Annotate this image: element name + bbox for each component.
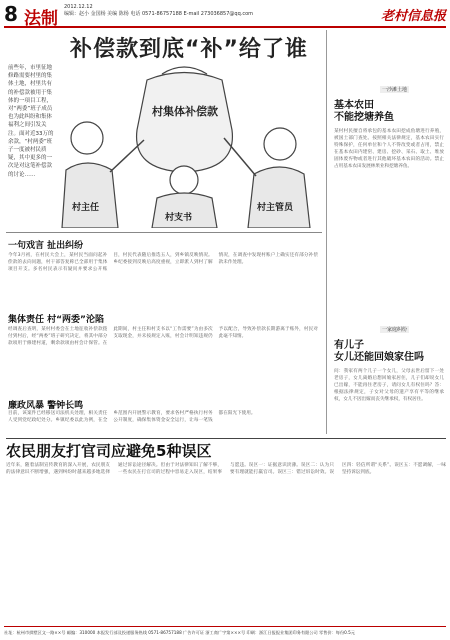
page-number: 8: [4, 2, 18, 26]
left-figure-head: [71, 122, 103, 154]
section-name: 法制: [24, 9, 58, 29]
sidebar-title-1: 基本农田 不能挖塘养鱼: [334, 100, 394, 123]
story1-text: 今年3月初，在村民大会上，某村民当面问起补偿款的去向问题，村干部答复称已全部用于集体项目开支。多名村民表示有疑问并要求公开账目，村民代表随后推选五人，到乡镇反映情况。乡纪委接到反映后高度重视，立即派人到村了解情况，在调查中发现村账户上确实还有部分补偿款未作处理。: [8, 253, 318, 272]
right-figure-head: [264, 128, 296, 160]
headline: 补偿款到底“补”给了谁: [70, 37, 308, 62]
story2-title: 集体责任 村“两委”沦陷: [8, 315, 104, 325]
sidebar-text-2: 问：我家有两个儿子一个女儿，父母去世后留下一处老房子，女儿离婚后想回娘家居住，儿子们却说女儿已出嫁，不能再住老房子，请问女儿有权住吗？答：根据法律规定，子女对父母的遗产享有平等的继承权，女儿不因出嫁而丧失继承权，有权居住。: [334, 369, 444, 402]
money-bag-icon: [137, 73, 233, 173]
right-figure-label: 村主管员: [257, 203, 294, 213]
section-divider: [6, 232, 322, 233]
main-story-divider: [6, 438, 446, 439]
newspaper-name: 老村信息报: [380, 9, 446, 24]
sidebar-tag-1: 一沙滩土地: [382, 87, 408, 93]
right-figure-arm: [224, 138, 256, 176]
editor-info: 编辑：赵小 金国杨 美编 陈杨 电话 0571-86757188 E-mail 273036857@qq.com: [64, 11, 254, 17]
main-story-title: 农民朋友打官司应避免5种误区: [6, 442, 212, 460]
left-figure-arm: [110, 140, 144, 172]
left-figure-label: 村主任: [72, 203, 100, 213]
issue-info: [64, 4, 253, 18]
lead-paragraph: 前些年，市里征地修路需要村里的集体土地，村里共有的补偿款被用于集体的一项目工程，对“两委”班子成员也为此纠纷和集体福利之间引发关注。面对近33万的余款，“村两委”班子一度被村民质疑，其中更多的一次是对这笔补偿款的讨论……: [8, 65, 54, 178]
right-figure-body: [248, 167, 310, 228]
middle-figure-head: [170, 166, 198, 194]
story2-text: 经调查后查明，某村村委会在土地征收补偿款拨付到村后，经“两委”班子研究决定，将其中部分款项用于修建村道，剩余款项由村会计保管。在此期间，村主任和村支书以“工作需要”为由多次支取现金，并未按规定入账，村会计明知违规仍予以配合，导致补偿款长期游离于账外，村民对此毫不知情。: [8, 327, 318, 346]
story3-text: 目前，该案件已经移送司法机关处理，相关责任人受到党纪政纪处分。乡镇纪委以此为例，在全乡范围内开展警示教育，要求各村严格执行村务公开制度，确保集体资金安全运行，让每一笔钱都在阳光下使用。: [8, 411, 256, 423]
sidebar-tag-2: 一家庭纠纷: [382, 327, 408, 333]
sidebar-divider: [326, 30, 327, 434]
cartoon-illustration: [52, 60, 317, 228]
story3-title: 廉政风暴 警钟长鸣: [8, 401, 84, 411]
bag-label: 村集体补偿款: [152, 105, 218, 118]
middle-figure-label: 村支书: [165, 213, 193, 223]
sidebar-text-1: 某村村民擅自将承包的基本农田挖成鱼塘进行养殖，被国土部门查处。按照相关法律规定，基本农田实行特殊保护，任何单位和个人不得改变或者占用，禁止在基本农田内建窑、建房、挖砂、采石、取土、堆放固体废弃物或者进行其他破坏基本农田的活动。禁止占用基本农田发展林果业和挖塘养鱼。: [334, 129, 444, 169]
story1-title: 一句戏言 扯出纠纷: [8, 241, 84, 251]
issue-date: 2012.12.12: [64, 4, 93, 10]
footer-bar: 社址：杭州市拱墅区文一路××号 邮编：310000 本报发行部及投递服务热线 0571-86757188 广告许可证 浙工商广字第×××号 印刷：浙江日报报业集团印务有限公司 零售价：每份0.5元: [4, 626, 446, 638]
masthead: [4, 2, 446, 28]
sidebar-title-2: 有儿子 女儿还能回娘家住吗: [334, 340, 424, 363]
left-figure-body: [62, 163, 118, 228]
cartoon-svg: [52, 60, 317, 228]
main-story-text: 近年来，随着法制宣传教育的深入开展，农民朋友的法律意识不断增强，遇到纠纷时越来越多地选择通过诉讼途径解决。但由于对法律知识了解不够，一些农民在打官司的过程中容易走入误区，结果事与愿违。误区一：证据意识淡薄。误区二：认为只要有理就能打赢官司。误区三：错过诉讼时效。误区四：轻信所谓“关系”。误区五：不愿调解，一味坚持诉讼到底。: [6, 463, 446, 475]
